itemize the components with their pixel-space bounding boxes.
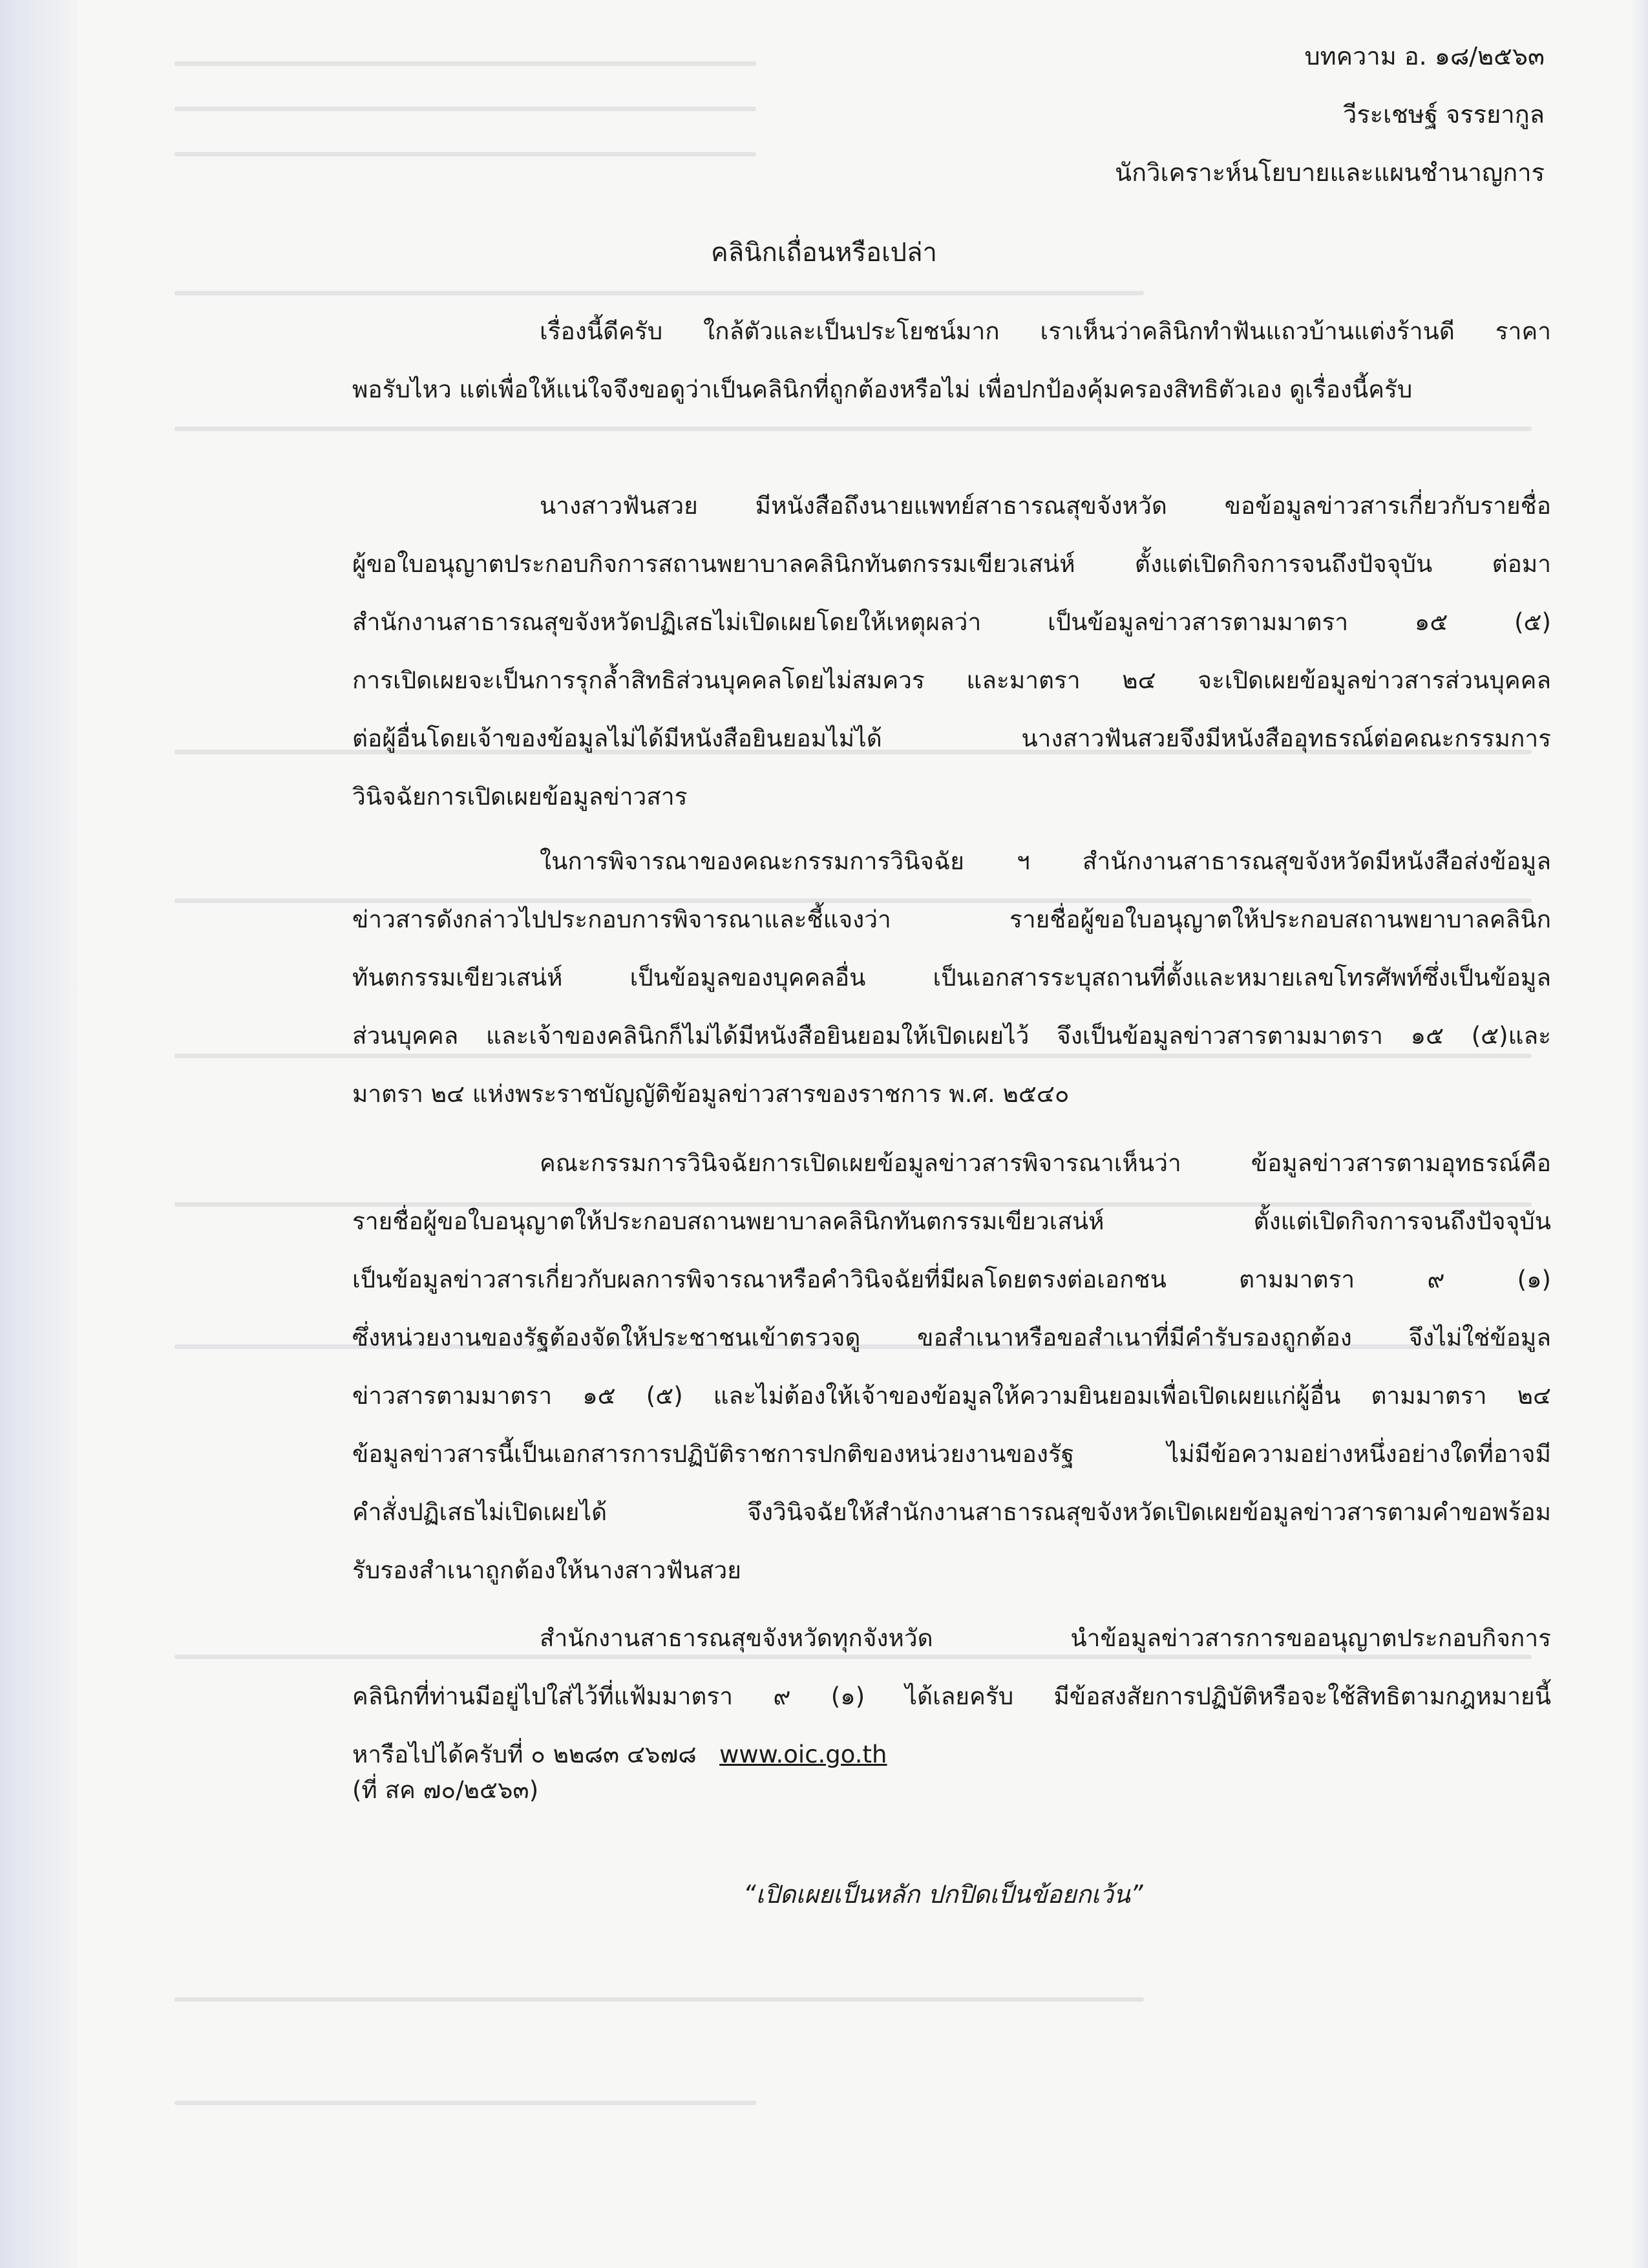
- paragraph-line: รายชื่อผู้ขอใบอนุญาตให้ประกอบสถานพยาบาลคลินิกทันตกรรมเขียวเสน่ห์ ตั้งแต่เปิดกิจการจนถึงปัจจุบัน: [352, 1207, 1551, 1235]
- paragraph-line: คณะกรรมการวินิจฉัยการเปิดเผยข้อมูลข่าวสารพิจารณาเห็นว่า ข้อมูลข่าวสารตามอุทธรณ์คือ: [540, 1149, 1551, 1177]
- paragraph-line: การเปิดเผยจะเป็นการรุกล้ำสิทธิส่วนบุคคลโดยไม่สมควร และมาตรา ๒๔ จะเปิดเผยข้อมูลข่าวสารส่วนบุคคล: [352, 666, 1551, 694]
- paragraph-line: ส่วนบุคคล และเจ้าของคลินิกก็ไม่ได้มีหนังสือยินยอมให้เปิดเผยไว้ จึงเป็นข้อมูลข่าวสารตามมาตรา ๑๕ (๕)และ: [352, 1022, 1551, 1050]
- paragraph-line: มาตรา ๒๔ แห่งพระราชบัญญัติข้อมูลข่าวสารของราชการ พ.ศ. ๒๕๔๐: [352, 1080, 1070, 1108]
- bleed-through-line: [174, 152, 756, 156]
- author-position: นักวิเคราะห์นโยบายและแผนชำนาญการ: [1115, 158, 1545, 187]
- scan-shadow-right: [1630, 0, 1648, 2268]
- paragraph-line: ข่าวสารตามมาตรา ๑๕ (๕) และไม่ต้องให้เจ้าของข้อมูลให้ความยินยอมเพื่อเปิดเผยแก่ผู้อื่น ตามมาตรา ๒๔: [352, 1382, 1551, 1410]
- closing-motto: “เปิดเผยเป็นหลัก ปกปิดเป็นข้อยกเว้น”: [743, 1880, 1143, 1909]
- bleed-through-line: [174, 427, 1532, 431]
- website-link[interactable]: www.oic.go.th: [719, 1741, 887, 1768]
- bleed-through-line: [174, 61, 756, 66]
- paragraph-line: สำนักงานสาธารณสุขจังหวัดปฏิเสธไม่เปิดเผยโดยให้เหตุผลว่า เป็นข้อมูลข่าวสารตามมาตรา ๑๕ (๕): [352, 608, 1551, 636]
- document-header: [1115, 39, 1545, 213]
- paragraph-line: ในการพิจารณาของคณะกรรมการวินิจฉัย ฯ สำนักงานสาธารณสุขจังหวัดมีหนังสือส่งข้อมูล: [540, 847, 1551, 875]
- paragraph-decision: [352, 1134, 1551, 1600]
- paragraph-consideration: [352, 832, 1551, 1123]
- bleed-through-line: [174, 291, 1144, 295]
- scan-shadow-left: [0, 0, 78, 2268]
- paragraph-advice: [352, 1609, 1551, 1784]
- paragraph-line: ทันตกรรมเขียวเสน่ห์ เป็นข้อมูลของบุคคลอื่น เป็นเอกสารระบุสถานที่ตั้งและหมายเลขโทรศัพท์ซึ่งเป็นข้อมูล: [352, 964, 1551, 991]
- contact-phone: หารือไปได้ครับที่ ๐ ๒๒๘๓ ๔๖๗๘: [352, 1741, 697, 1768]
- paragraph-line: ผู้ขอใบอนุญาตประกอบกิจการสถานพยาบาลคลินิกทันตกรรมเขียวเสน่ห์ ตั้งแต่เปิดกิจการจนถึงปัจจุบัน ต่อมา: [352, 550, 1551, 578]
- paragraph-line: ซึ่งหน่วยงานของรัฐต้องจัดให้ประชาชนเข้าตรวจดู ขอสำเนาหรือขอสำเนาที่มีคำรับรองถูกต้อง จึงไม่ใช่ข้อมูล: [352, 1324, 1551, 1351]
- paragraph-line: ข่าวสารดังกล่าวไปประกอบการพิจารณาและชี้แจงว่า รายชื่อผู้ขอใบอนุญาตให้ประกอบสถานพยาบาลคลินิก: [352, 906, 1551, 933]
- paragraph-line: วินิจฉัยการเปิดเผยข้อมูลข่าวสาร: [352, 783, 688, 811]
- bleed-through-line: [174, 2101, 756, 2105]
- paragraph-line: ข้อมูลข่าวสารนี้เป็นเอกสารการปฏิบัติราชการปกติของหน่วยงานของรัฐ ไม่มีข้อความอย่างหนึ่งอย่างใดที่อาจมี: [352, 1440, 1551, 1468]
- paragraph-line: รับรองสำเนาถูกต้องให้นางสาวฟันสวย: [352, 1556, 741, 1584]
- article-number: บทความ อ. ๑๘/๒๕๖๓: [1304, 42, 1545, 70]
- paragraph-line: คำสั่งปฏิเสธไม่เปิดเผยได้ จึงวินิจฉัยให้สำนักงานสาธารณสุขจังหวัดเปิดเผยข้อมูลข่าวสารตามคำขอพร้อม: [352, 1498, 1551, 1526]
- paragraph-line: พอรับไหว แต่เพื่อให้แน่ใจจึงขอดูว่าเป็นคลินิกที่ถูกต้องหรือไม่ เพื่อปกป้องคุ้มครองสิทธิตัวเอง ดูเรื่องนี้ครับ: [352, 376, 1413, 403]
- author-name: วีระเชษฐ์ จรรยากูล: [1342, 100, 1545, 129]
- paragraph-line: ต่อผู้อื่นโดยเจ้าของข้อมูลไม่ได้มีหนังสือยินยอมไม่ได้ นางสาวฟันสวยจึงมีหนังสืออุทธรณ์ต่อคณะกรรมการ: [352, 725, 1551, 752]
- paragraph-line: เป็นข้อมูลข่าวสารเกี่ยวกับผลการพิจารณาหรือคำวินิจฉัยที่มีผลโดยตรงต่อเอกชน ตามมาตรา ๙ (๑): [352, 1266, 1551, 1293]
- reference-number: (ที่ สค ๗๐/๒๕๖๓): [352, 1776, 539, 1804]
- article-title: คลินิกเถื่อนหรือเปล่า: [711, 238, 937, 268]
- paragraph-line: คลินิกที่ท่านมีอยู่ไปใส่ไว้ที่แฟ้มมาตรา ๙ (๑) ได้เลยครับ มีข้อสงสัยการปฏิบัติหรือจะใช้สิทธิตามกฎหมายนี้: [352, 1682, 1551, 1710]
- paragraph-line: นางสาวฟันสวย มีหนังสือถึงนายแพทย์สาธารณสุขจังหวัด ขอข้อมูลข่าวสารเกี่ยวกับรายชื่อ: [540, 492, 1551, 520]
- paragraph-line: สำนักงานสาธารณสุขจังหวัดทุกจังหวัด นำข้อมูลข่าวสารการขออนุญาตประกอบกิจการ: [540, 1624, 1551, 1652]
- bleed-through-line: [174, 107, 756, 111]
- paragraph-case: [352, 477, 1551, 826]
- bleed-through-line: [174, 1997, 1144, 2002]
- paragraph-line: เรื่องนี้ดีครับ ใกล้ตัวและเป็นประโยชน์มาก เราเห็นว่าคลินิกทำฟันแถวบ้านแต่งร้านดี ราคา: [540, 317, 1551, 345]
- paragraph-intro: [352, 302, 1551, 419]
